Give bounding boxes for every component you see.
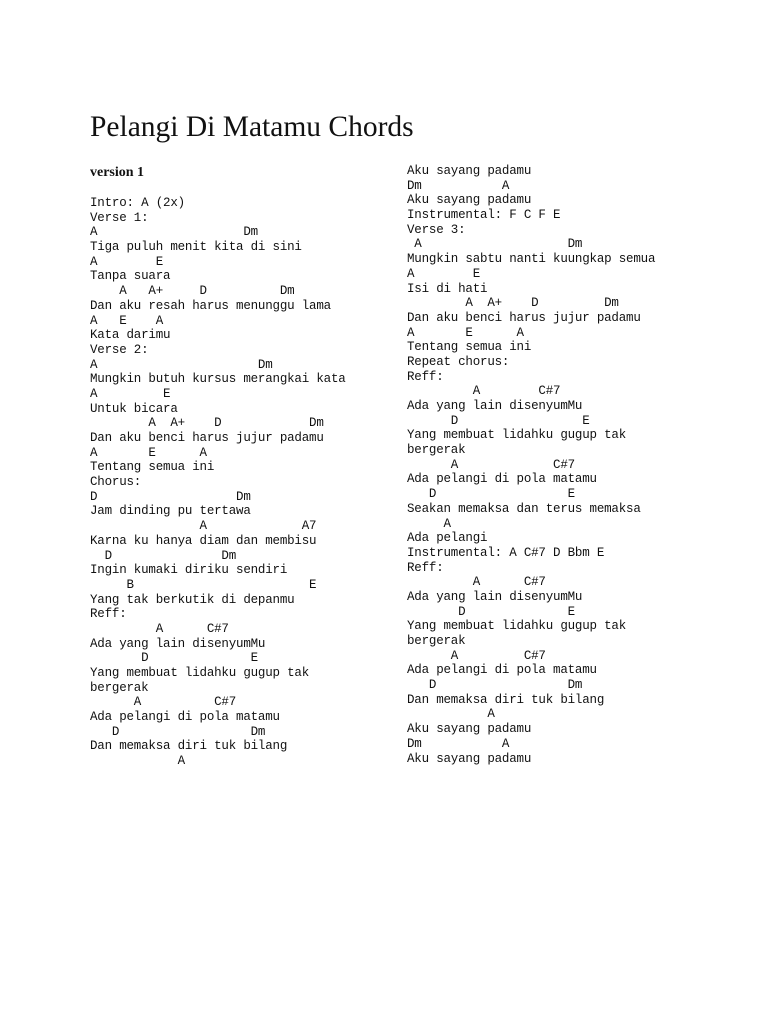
chord-line: A Dm: [407, 237, 583, 252]
lyric-line: Reff:: [407, 369, 444, 384]
lyric-line: Repeat chorus:: [407, 354, 510, 369]
chord-line: D Dm: [90, 548, 237, 563]
lyric-line: Aku sayang padamu: [407, 722, 532, 737]
lyric-line: bergerak: [407, 634, 466, 648]
lyric-line: Aku sayang padamu: [407, 751, 532, 766]
lyric-line: Tentang semua ini: [90, 460, 215, 475]
lyric-line: Reff:: [407, 560, 444, 575]
chord-line: Dm A: [407, 178, 510, 193]
chord-line: A E A: [90, 445, 207, 460]
lyric-line: bergerak: [90, 680, 149, 695]
lyric-line: Aku sayang padamu: [407, 193, 532, 208]
lyric-line: Ingin kumaki diriku sendiri: [90, 563, 288, 578]
lyric-line: Aku sayang padamu: [407, 164, 532, 178]
chord-line: D E: [407, 487, 575, 502]
chord-line: A A7: [90, 519, 317, 534]
lyric-line: Intro: A (2x): [90, 196, 185, 210]
chord-line: A: [90, 754, 185, 769]
chord-line: A: [407, 516, 451, 531]
chord-line: A C#7: [90, 695, 237, 710]
lyric-line: Tentang semua ini: [407, 340, 532, 355]
chord-line: Dm A: [407, 736, 510, 751]
chord-line: A E: [90, 254, 164, 269]
lyric-line: Yang membuat lidahku gugup tak: [407, 428, 627, 443]
lyrics-column-left: [90, 196, 346, 769]
lyric-line: Ada pelangi di pola matamu: [90, 710, 280, 725]
chord-line: A C#7: [407, 648, 546, 663]
lyric-line: Yang membuat lidahku gugup tak: [90, 666, 310, 680]
chord-line: D E: [407, 604, 575, 619]
lyric-line: Ada yang lain disenyumMu: [407, 399, 583, 413]
lyric-line: Isi di hati: [407, 281, 488, 296]
chord-line: A E A: [407, 325, 524, 340]
chord-line: A: [407, 707, 495, 722]
lyric-line: Verse 3:: [407, 222, 466, 237]
chord-line: A A+ D Dm: [90, 284, 295, 299]
lyric-line: Mungkin butuh kursus merangkai kata: [90, 372, 346, 387]
lyric-line: Seakan memaksa dan terus memaksa: [407, 501, 641, 516]
lyric-line: Karna ku hanya diam dan membisu: [90, 533, 317, 548]
lyric-line: Ada pelangi di pola matamu: [407, 472, 597, 487]
lyrics-column-right: [407, 164, 655, 766]
lyric-line: Ada yang lain disenyumMu: [407, 589, 583, 604]
chord-line: A E: [407, 266, 481, 281]
chord-line: A Dm: [90, 357, 273, 372]
chord-line: A C#7: [407, 575, 546, 590]
chord-line: A A+ D Dm: [407, 296, 619, 311]
chord-line: D Dm: [407, 678, 583, 693]
chord-line: D Dm: [90, 489, 251, 504]
lyric-line: Ada pelangi di pola matamu: [407, 663, 597, 678]
chord-line: D E: [407, 413, 590, 428]
chord-line: A E A: [90, 313, 164, 328]
chord-line: B E: [90, 577, 317, 592]
lyric-line: bergerak: [407, 443, 466, 458]
chord-line: A Dm: [90, 225, 258, 240]
lyric-line: Ada pelangi: [407, 531, 488, 546]
chord-line: A C#7: [90, 621, 229, 636]
lyric-line: Chorus:: [90, 475, 142, 490]
lyric-line: Instrumental: F C F E: [407, 208, 561, 223]
lyric-line: Ada yang lain disenyumMu: [90, 636, 266, 651]
lyric-line: Instrumental: A C#7 D Bbm E: [407, 545, 605, 560]
page-title: Pelangi Di Matamu Chords: [90, 111, 414, 143]
lyric-line: Dan aku benci harus jujur padamu: [407, 310, 641, 325]
lyric-line: Dan memaksa diri tuk bilang: [407, 692, 605, 707]
lyric-line: Tanpa suara: [90, 269, 171, 284]
chord-line: D Dm: [90, 724, 266, 739]
lyric-line: Verse 1:: [90, 210, 149, 225]
chord-line: A A+ D Dm: [90, 416, 324, 431]
lyric-line: Jam dinding pu tertawa: [90, 504, 251, 519]
chord-line: D E: [90, 651, 258, 666]
version-label: version 1: [90, 165, 145, 180]
lyric-line: Yang membuat lidahku gugup tak: [407, 619, 627, 634]
lyric-line: Dan aku benci harus jujur padamu: [90, 431, 324, 445]
lyric-line: Untuk bicara: [90, 401, 178, 416]
lyric-line: Reff:: [90, 607, 127, 622]
lyric-line: Kata darimu: [90, 328, 171, 343]
lyric-line: Tiga puluh menit kita di sini: [90, 240, 302, 255]
chord-line: A E: [90, 386, 171, 401]
lyric-line: Mungkin sabtu nanti kuungkap semua: [407, 252, 656, 267]
lyric-line: Yang tak berkutik di depanmu: [90, 592, 295, 607]
lyric-line: Dan aku resah harus menunggu lama: [90, 298, 331, 313]
lyric-line: Dan memaksa diri tuk bilang: [90, 739, 288, 754]
chord-line: A C#7: [407, 457, 575, 472]
lyric-line: Verse 2:: [90, 342, 149, 357]
chord-line: A C#7: [407, 384, 561, 399]
